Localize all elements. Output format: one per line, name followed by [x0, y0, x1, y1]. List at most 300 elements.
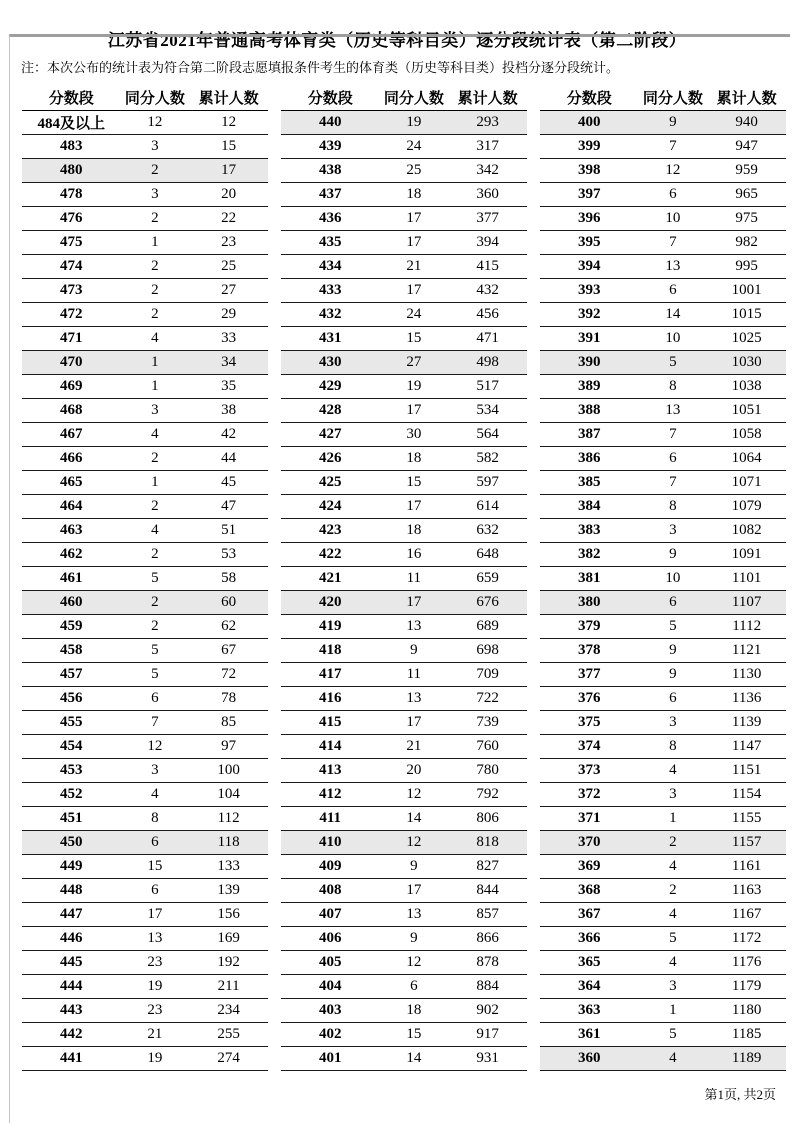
cumulative-cell: 432: [448, 279, 527, 303]
count-cell: 2: [120, 447, 189, 471]
cumulative-cell: 15: [189, 135, 268, 159]
count-cell: 23: [120, 999, 189, 1023]
count-cell: 21: [120, 1023, 189, 1047]
score-cell: 456: [22, 687, 120, 711]
count-cell: 27: [379, 351, 448, 375]
table-row: [22, 495, 268, 519]
score-cell: 382: [540, 543, 638, 567]
score-cell: 405: [281, 951, 379, 975]
table-row: [22, 471, 268, 495]
table-row: [281, 279, 527, 303]
table-row: [540, 303, 786, 327]
table-row: [281, 471, 527, 495]
count-cell: 12: [379, 951, 448, 975]
score-cell: 455: [22, 711, 120, 735]
score-cell: 438: [281, 159, 379, 183]
score-cell: 381: [540, 567, 638, 591]
count-cell: 13: [120, 927, 189, 951]
table-row: [281, 879, 527, 903]
count-cell: 19: [120, 1047, 189, 1071]
score-cell: 387: [540, 423, 638, 447]
score-cell: 424: [281, 495, 379, 519]
cumulative-cell: 1038: [707, 375, 786, 399]
score-cell: 402: [281, 1023, 379, 1047]
cumulative-cell: 53: [189, 543, 268, 567]
count-cell: 5: [638, 351, 707, 375]
count-cell: 15: [379, 327, 448, 351]
score-cell: 435: [281, 231, 379, 255]
count-cell: 18: [379, 447, 448, 471]
score-cell: 462: [22, 543, 120, 567]
score-cell: 417: [281, 663, 379, 687]
table-row: [22, 615, 268, 639]
score-cell: 416: [281, 687, 379, 711]
table-row: [540, 543, 786, 567]
score-cell: 409: [281, 855, 379, 879]
table-row: [281, 759, 527, 783]
score-cell: 475: [22, 231, 120, 255]
cumulative-cell: 38: [189, 399, 268, 423]
cumulative-cell: 192: [189, 951, 268, 975]
score-table-2: [281, 85, 527, 1071]
cumulative-cell: 12: [189, 111, 268, 135]
count-cell: 1: [120, 471, 189, 495]
cumulative-cell: 1155: [707, 807, 786, 831]
score-cell: 472: [22, 303, 120, 327]
count-cell: 7: [638, 423, 707, 447]
score-cell: 433: [281, 279, 379, 303]
table-row: [22, 231, 268, 255]
cumulative-cell: 22: [189, 207, 268, 231]
score-cell: 471: [22, 327, 120, 351]
table-row: [540, 615, 786, 639]
score-cell: 395: [540, 231, 638, 255]
cumulative-cell: 1121: [707, 639, 786, 663]
column-header: 分数段: [281, 85, 379, 111]
cumulative-cell: 1147: [707, 735, 786, 759]
count-cell: 17: [379, 231, 448, 255]
table-row: [540, 639, 786, 663]
cumulative-cell: 20: [189, 183, 268, 207]
column-header: 分数段: [22, 85, 120, 111]
score-cell: 412: [281, 783, 379, 807]
table-row: [22, 111, 268, 135]
table-row: [540, 807, 786, 831]
cumulative-cell: 648: [448, 543, 527, 567]
table-row: [22, 951, 268, 975]
cumulative-cell: 498: [448, 351, 527, 375]
table-row: [22, 519, 268, 543]
score-cell: 473: [22, 279, 120, 303]
table-row: [281, 351, 527, 375]
table-row: [540, 327, 786, 351]
cumulative-cell: 133: [189, 855, 268, 879]
cumulative-cell: 582: [448, 447, 527, 471]
table-row: [22, 687, 268, 711]
cumulative-cell: 947: [707, 135, 786, 159]
table-row: [22, 423, 268, 447]
count-cell: 6: [120, 687, 189, 711]
score-cell: 434: [281, 255, 379, 279]
table-row: [540, 879, 786, 903]
score-cell: 376: [540, 687, 638, 711]
cumulative-cell: 1176: [707, 951, 786, 975]
count-cell: 18: [379, 999, 448, 1023]
table-row: [540, 279, 786, 303]
count-cell: 9: [638, 639, 707, 663]
table-header: [22, 85, 268, 111]
cumulative-cell: 931: [448, 1047, 527, 1071]
score-cell: 414: [281, 735, 379, 759]
table-row: [540, 735, 786, 759]
score-cell: 422: [281, 543, 379, 567]
cumulative-cell: 156: [189, 903, 268, 927]
count-cell: 15: [379, 471, 448, 495]
score-cell: 428: [281, 399, 379, 423]
score-cell: 390: [540, 351, 638, 375]
score-cell: 371: [540, 807, 638, 831]
count-cell: 19: [379, 375, 448, 399]
cumulative-cell: 857: [448, 903, 527, 927]
score-cell: 403: [281, 999, 379, 1023]
count-cell: 5: [120, 639, 189, 663]
score-cell: 449: [22, 855, 120, 879]
count-cell: 7: [638, 471, 707, 495]
cumulative-cell: 866: [448, 927, 527, 951]
count-cell: 1: [120, 375, 189, 399]
score-cell: 468: [22, 399, 120, 423]
cumulative-cell: 722: [448, 687, 527, 711]
cumulative-cell: 1064: [707, 447, 786, 471]
count-cell: 4: [638, 1047, 707, 1071]
count-cell: 15: [120, 855, 189, 879]
count-cell: 21: [379, 735, 448, 759]
count-cell: 4: [120, 519, 189, 543]
count-cell: 8: [638, 375, 707, 399]
table-row: [22, 375, 268, 399]
table-row: [540, 687, 786, 711]
score-cell: 397: [540, 183, 638, 207]
table-row: [540, 903, 786, 927]
table-row: [540, 399, 786, 423]
table-row: [22, 543, 268, 567]
count-cell: 3: [638, 519, 707, 543]
count-cell: 17: [379, 495, 448, 519]
score-cell: 361: [540, 1023, 638, 1047]
score-cell: 459: [22, 615, 120, 639]
score-cell: 467: [22, 423, 120, 447]
score-cell: 393: [540, 279, 638, 303]
count-cell: 10: [638, 327, 707, 351]
count-cell: 14: [379, 807, 448, 831]
cumulative-cell: 818: [448, 831, 527, 855]
score-cell: 415: [281, 711, 379, 735]
cumulative-cell: 1112: [707, 615, 786, 639]
cumulative-cell: 104: [189, 783, 268, 807]
table-row: [540, 831, 786, 855]
table-row: [22, 855, 268, 879]
cumulative-cell: 44: [189, 447, 268, 471]
cumulative-cell: 709: [448, 663, 527, 687]
cumulative-cell: 760: [448, 735, 527, 759]
table-row: [540, 591, 786, 615]
count-cell: 24: [379, 135, 448, 159]
note-text: 注：本次公布的统计表为符合第二阶段志愿填报条件考生的体育类（历史等科目类）投档分逐分段统计。: [21, 60, 620, 75]
cumulative-cell: 1185: [707, 1023, 786, 1047]
score-table-1: [22, 85, 268, 1071]
cumulative-cell: 62: [189, 615, 268, 639]
cumulative-cell: 45: [189, 471, 268, 495]
table-row: [540, 135, 786, 159]
cumulative-cell: 100: [189, 759, 268, 783]
score-cell: 418: [281, 639, 379, 663]
table-row: [281, 495, 527, 519]
table-row: [540, 159, 786, 183]
table-row: [540, 231, 786, 255]
table-row: [281, 303, 527, 327]
page: [0, 26, 794, 1103]
score-cell: 394: [540, 255, 638, 279]
table-row: [540, 711, 786, 735]
count-cell: 4: [638, 759, 707, 783]
table-row: [281, 1023, 527, 1047]
count-cell: 2: [120, 255, 189, 279]
cumulative-cell: 975: [707, 207, 786, 231]
score-cell: 426: [281, 447, 379, 471]
score-cell: 429: [281, 375, 379, 399]
cumulative-cell: 317: [448, 135, 527, 159]
table-row: [281, 807, 527, 831]
tables-container: [0, 85, 794, 1071]
cumulative-cell: 965: [707, 183, 786, 207]
table-row: [22, 759, 268, 783]
cumulative-cell: 1154: [707, 783, 786, 807]
cumulative-cell: 940: [707, 111, 786, 135]
count-cell: 14: [379, 1047, 448, 1071]
cumulative-cell: 274: [189, 1047, 268, 1071]
count-cell: 4: [638, 855, 707, 879]
cumulative-cell: 78: [189, 687, 268, 711]
table-row: [22, 663, 268, 687]
cumulative-cell: 25: [189, 255, 268, 279]
cumulative-cell: 1167: [707, 903, 786, 927]
table-row: [281, 903, 527, 927]
score-cell: 366: [540, 927, 638, 951]
cumulative-cell: 844: [448, 879, 527, 903]
count-cell: 6: [120, 831, 189, 855]
score-cell: 431: [281, 327, 379, 351]
score-cell: 389: [540, 375, 638, 399]
cumulative-cell: 1189: [707, 1047, 786, 1071]
table-row: [540, 999, 786, 1023]
cumulative-cell: 1151: [707, 759, 786, 783]
score-cell: 446: [22, 927, 120, 951]
count-cell: 2: [638, 879, 707, 903]
score-cell: 385: [540, 471, 638, 495]
score-cell: 450: [22, 831, 120, 855]
cumulative-cell: 1051: [707, 399, 786, 423]
cumulative-cell: 1015: [707, 303, 786, 327]
count-cell: 13: [379, 903, 448, 927]
column-header: 同分人数: [638, 85, 707, 111]
table-row: [540, 183, 786, 207]
column-header: 累计人数: [189, 85, 268, 111]
score-cell: 427: [281, 423, 379, 447]
count-cell: 4: [120, 327, 189, 351]
cumulative-cell: 1107: [707, 591, 786, 615]
cumulative-cell: 1082: [707, 519, 786, 543]
count-cell: 8: [638, 495, 707, 519]
table-row: [540, 351, 786, 375]
cumulative-cell: 394: [448, 231, 527, 255]
score-cell: 476: [22, 207, 120, 231]
table-row: [540, 663, 786, 687]
cumulative-cell: 415: [448, 255, 527, 279]
count-cell: 6: [638, 591, 707, 615]
count-cell: 8: [638, 735, 707, 759]
count-cell: 15: [379, 1023, 448, 1047]
cumulative-cell: 139: [189, 879, 268, 903]
count-cell: 4: [120, 423, 189, 447]
score-cell: 440: [281, 111, 379, 135]
score-cell: 460: [22, 591, 120, 615]
cumulative-cell: 1157: [707, 831, 786, 855]
column-header: 累计人数: [448, 85, 527, 111]
count-cell: 9: [379, 927, 448, 951]
cumulative-cell: 29: [189, 303, 268, 327]
table-row: [540, 471, 786, 495]
cumulative-cell: 1139: [707, 711, 786, 735]
score-cell: 413: [281, 759, 379, 783]
count-cell: 12: [638, 159, 707, 183]
cumulative-cell: 780: [448, 759, 527, 783]
cumulative-cell: 1030: [707, 351, 786, 375]
column-header: 同分人数: [379, 85, 448, 111]
count-cell: 6: [638, 687, 707, 711]
cumulative-cell: 293: [448, 111, 527, 135]
count-cell: 17: [379, 711, 448, 735]
table-row: [540, 975, 786, 999]
table-row: [22, 711, 268, 735]
cumulative-cell: 806: [448, 807, 527, 831]
cumulative-cell: 23: [189, 231, 268, 255]
table-row: [281, 183, 527, 207]
score-cell: 396: [540, 207, 638, 231]
score-cell: 364: [540, 975, 638, 999]
score-cell: 392: [540, 303, 638, 327]
score-cell: 430: [281, 351, 379, 375]
cumulative-cell: 1136: [707, 687, 786, 711]
table-row: [281, 687, 527, 711]
table-row: [22, 399, 268, 423]
score-cell: 372: [540, 783, 638, 807]
score-cell: 437: [281, 183, 379, 207]
count-cell: 2: [120, 495, 189, 519]
score-cell: 463: [22, 519, 120, 543]
score-cell: 441: [22, 1047, 120, 1071]
cumulative-cell: 1071: [707, 471, 786, 495]
score-cell: 360: [540, 1047, 638, 1071]
count-cell: 6: [638, 279, 707, 303]
count-cell: 16: [379, 543, 448, 567]
cumulative-cell: 917: [448, 1023, 527, 1047]
cumulative-cell: 827: [448, 855, 527, 879]
cumulative-cell: 1180: [707, 999, 786, 1023]
score-cell: 425: [281, 471, 379, 495]
table-row: [540, 927, 786, 951]
count-cell: 12: [379, 783, 448, 807]
cumulative-cell: 517: [448, 375, 527, 399]
cumulative-cell: 34: [189, 351, 268, 375]
table-row: [540, 255, 786, 279]
score-cell: 375: [540, 711, 638, 735]
score-cell: 377: [540, 663, 638, 687]
score-cell: 442: [22, 1023, 120, 1047]
score-cell: 400: [540, 111, 638, 135]
count-cell: 12: [120, 111, 189, 135]
count-cell: 10: [638, 207, 707, 231]
score-table-3: [540, 85, 786, 1071]
table-row: [540, 207, 786, 231]
count-cell: 13: [638, 399, 707, 423]
count-cell: 19: [379, 111, 448, 135]
table-row: [540, 759, 786, 783]
table-row: [281, 207, 527, 231]
count-cell: 2: [638, 831, 707, 855]
score-cell: 398: [540, 159, 638, 183]
score-cell: 464: [22, 495, 120, 519]
count-cell: 10: [638, 567, 707, 591]
score-cell: 419: [281, 615, 379, 639]
count-cell: 9: [638, 663, 707, 687]
count-cell: 17: [379, 279, 448, 303]
score-cell: 378: [540, 639, 638, 663]
cumulative-cell: 534: [448, 399, 527, 423]
table-row: [540, 567, 786, 591]
cumulative-cell: 342: [448, 159, 527, 183]
table-row: [22, 591, 268, 615]
count-cell: 19: [120, 975, 189, 999]
table-header: [281, 85, 527, 111]
cumulative-cell: 614: [448, 495, 527, 519]
table-row: [281, 639, 527, 663]
count-cell: 12: [379, 831, 448, 855]
score-cell: 391: [540, 327, 638, 351]
count-cell: 5: [638, 927, 707, 951]
cumulative-cell: 995: [707, 255, 786, 279]
table-row: [281, 711, 527, 735]
score-cell: 423: [281, 519, 379, 543]
cumulative-cell: 234: [189, 999, 268, 1023]
score-cell: 368: [540, 879, 638, 903]
cumulative-cell: 1130: [707, 663, 786, 687]
table-row: [540, 111, 786, 135]
cumulative-cell: 659: [448, 567, 527, 591]
cumulative-cell: 1025: [707, 327, 786, 351]
count-cell: 6: [379, 975, 448, 999]
score-cell: 457: [22, 663, 120, 687]
cumulative-cell: 1163: [707, 879, 786, 903]
count-cell: 2: [120, 303, 189, 327]
count-cell: 4: [638, 903, 707, 927]
cumulative-cell: 17: [189, 159, 268, 183]
cumulative-cell: 1161: [707, 855, 786, 879]
score-cell: 410: [281, 831, 379, 855]
count-cell: 1: [120, 231, 189, 255]
cumulative-cell: 377: [448, 207, 527, 231]
table-row: [22, 735, 268, 759]
cumulative-cell: 676: [448, 591, 527, 615]
